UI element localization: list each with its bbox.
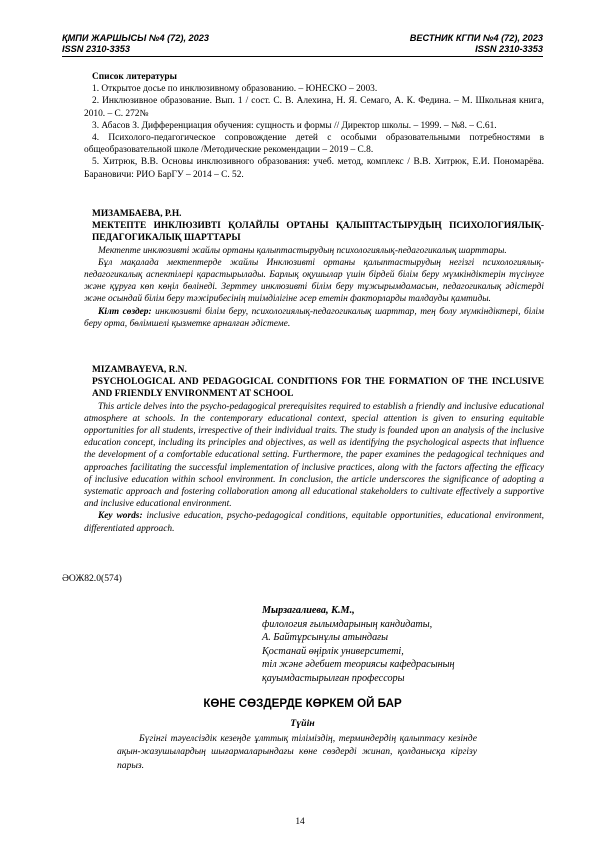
references-section [84, 71, 544, 181]
author-affiliation-line: филология ғылымдарының кандидаты, [262, 618, 433, 630]
author-block [262, 604, 552, 686]
reference-item: 4. Психолого-педагогическое сопровождение детей с особыми образовательными потребностями в общеобразовательной школе /Методические рекомендации – 2019 – С.8. [84, 133, 544, 156]
reference-item: 5. Хитрюк, В.В. Основы инклюзивного образования: учеб. метод, комплекс / В.В. Хитрюк, Е.И. Пономарёва. Барановичи: РИО БарГУ – 2014 – С. 52. [84, 157, 544, 180]
udk-code: ӘОЖ82.0(574) [62, 573, 122, 584]
abstract-heading: Түйін [290, 718, 315, 729]
kz-keywords-label: Кілт сөздер: [98, 306, 152, 317]
en-summary-abstract: This article delves into the psycho-pedagogical prerequisites required to establish a friendly and inclusive educational atmosphere at schools. In the contemporary educational context, special attention is given to ensuring equitable opportunities for all students, irrespective of their individual traits. The study is founded upon an analysis of the inclusive education concept, including its principles and objectives, as well as identifying the psychological aspects that influence the development of a comfortable educational setting. Furthermore, the paper examines the pedagogical techniques and approaches facilitating the successful implementation of inclusive practices, along with the factors affecting the efficacy of inclusive education within school environment. In conclusion, the article underscores the significance of adopting a systematic approach and fostering collaboration among all educational stakeholders to cultivate effectively a supportive and inclusive educational environment. [84, 401, 544, 510]
en-summary-section [84, 364, 544, 535]
en-summary-keywords [84, 510, 544, 534]
running-header-left [62, 33, 209, 54]
author-affiliation-line: қауымдастырылған профессоры [262, 672, 405, 684]
reference-item: 1. Открытое досье по инклюзивному образованию. – ЮНЕСКО – 2003. [92, 84, 378, 95]
kz-summary-title: МЕКТЕПТЕ ИНКЛЮЗИВТІ ҚОЛАЙЛЫ ОРТАНЫ ҚАЛЫПТАСТЫРУДЫҢ ПСИХОЛОГИЯЛЫҚ-ПЕДАГОГИКАЛЫҚ ШАРТТАРЫ [92, 221, 544, 244]
reference-item: 3. Абасов З. Дифференциация обучения: сущность и формы // Директор школы. – 1999. – №8. – С.61. [92, 120, 497, 131]
article-title: КӨНЕ СӨЗДЕРДЕ КӨРКЕМ ОЙ БАР [203, 697, 402, 710]
journal-title-ru: ВЕСТНИК КГПИ №4 (72), 2023 [409, 33, 543, 43]
running-header-right [410, 33, 543, 54]
en-summary-author: MIZAMBAYEVA, R.N. [92, 365, 187, 375]
article-abstract: Бүгінгі тәуелсіздік кезеңде ұлттық тіліміздің, терминдердің қалыптасу кезінде ақын-жазушылардың шығармаларындағы көне сөздерді жинап, қолданысқа кіргізу парыз. [117, 733, 477, 771]
page-number: 14 [295, 817, 305, 827]
header-divider [62, 56, 543, 57]
kz-keywords-text: инклюзивті білім беру, психологиялық-педагогикалық шарттар, тең болу мүмкіндіктері, білім беру орта, бөлімшелі қызметке арналған әдістеме. [84, 306, 544, 329]
kz-summary-section [84, 208, 544, 330]
kz-summary-subtitle: Мектепте инклюзивті жайлы ортаны қалыптастырудың психологиялық-педагогикалық шарттары. [98, 245, 507, 256]
reference-item: 2. Инклюзивное образование. Вып. 1 / сост. С. В. Алехина, Н. Я. Семаго, А. К. Федина. – М. Школьная книга, 2010. – С. 272№ [84, 96, 544, 119]
author-affiliation-line: тіл және әдебиет теориясы кафедрасының [262, 659, 455, 671]
kz-summary-keywords [84, 306, 544, 330]
kz-summary-abstract: Бұл мақалада мектептерде жайлы Инклюзивті ортаны қалыптастырудың негізгі психологиялық-педагогикалық аспектілері қарастырылады. Барлық оқушылар үшін бірдей білім беру мүмкіндіктерін түсінуге және құруға көп көңіл бөлінеді. Зерттеу инклюзивті білім беру тұжырымдамасын, педагогикалық әдістерді және осындай білім беру тәжірибесінің тиімділігіне әсер ететін факторларды талдауды қамтиды. [84, 257, 544, 305]
author-affiliation-line: А. Байтұрсынұлы атындағы [262, 632, 389, 644]
en-keywords-label: Key words: [98, 511, 143, 522]
journal-title-kz: ҚМПИ ЖАРШЫСЫ №4 (72), 2023 [62, 33, 209, 43]
kz-summary-author: МИЗАМБАЕВА, Р.Н. [92, 209, 182, 219]
references-title: Список литературы [92, 72, 177, 82]
journal-issn-left: ISSN 2310-3353 [62, 43, 130, 54]
author-name: Мырзагалиева, К.М., [262, 605, 355, 616]
journal-issn-right: ISSN 2310-3353 [475, 43, 543, 54]
en-summary-title: PSYCHOLOGICAL AND PEDAGOGICAL CONDITIONS FOR THE FORMATION OF THE INCLUSIVE AND FRIENDLY ENVIRONMENT AT SCHOOL [92, 377, 544, 400]
author-affiliation-line: Қостанай өңірлік университеті, [262, 645, 404, 657]
en-keywords-text: inclusive education, psycho-pedagogical conditions, equitable opportunities, educational environment, differentiated approach. [84, 511, 545, 534]
